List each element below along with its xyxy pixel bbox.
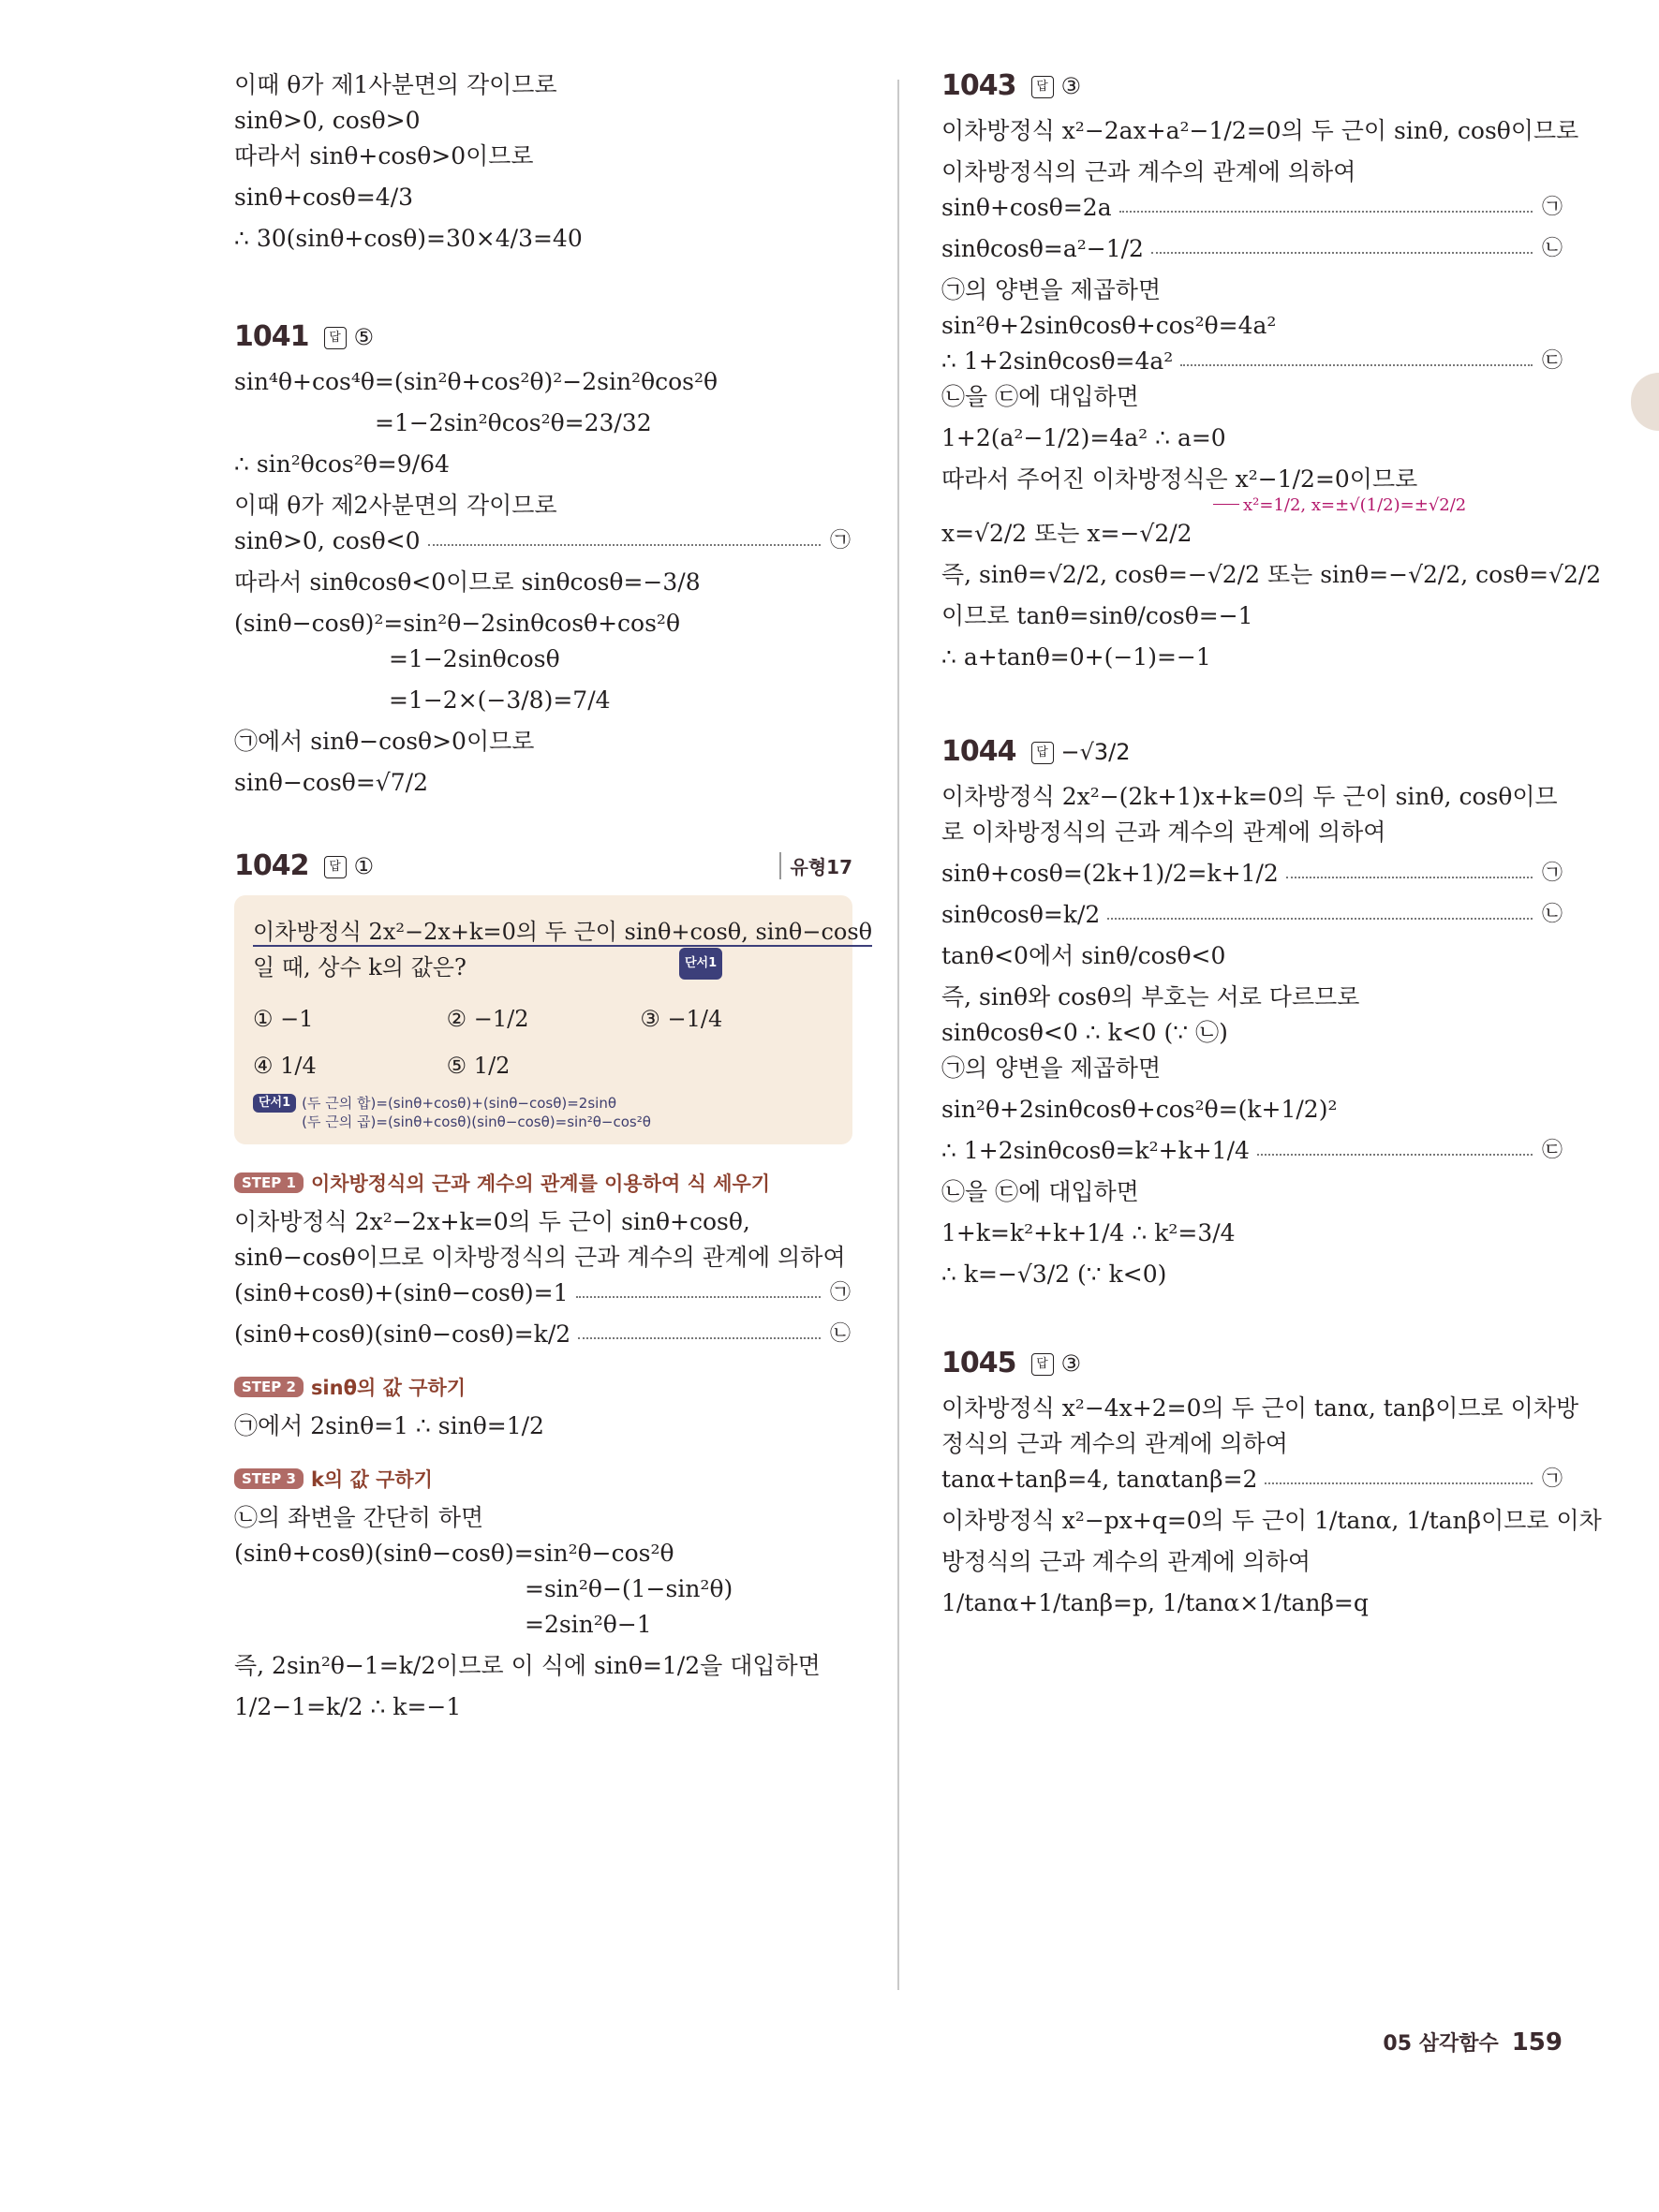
choice: ⑤ 1/2 (446, 1053, 511, 1079)
text-line: 1/2−1=k/2 ∴ k=−1 (234, 1693, 462, 1720)
step-badge: STEP 2 (234, 1377, 304, 1397)
choice: ④ 1/4 (253, 1053, 317, 1079)
text-line: sinθ+cosθ=4/3 (234, 184, 414, 211)
text-line: sin⁴θ+cos⁴θ=(sin²θ+cos²θ)²−2sin²θcos²θ (234, 368, 718, 395)
answer (1031, 1350, 1082, 1377)
text-line: 1+2(a²−1/2)=4a² ∴ a=0 (941, 424, 1226, 451)
dot-leader (1119, 211, 1533, 213)
text-line: 이차방정식 2x²−2x+k=0의 두 근이 sinθ+cosθ, (234, 1208, 750, 1235)
text-line: 즉, sinθ=√2/2, cosθ=−√2/2 또는 sinθ=−√2/2, cosθ=√2/2 (941, 561, 1602, 588)
circled-mark: ㉠ (829, 529, 851, 553)
text-line-marked (941, 899, 1564, 931)
right-column (941, 66, 1602, 1629)
problem-header-1041 (234, 320, 852, 353)
text-line-marked (941, 858, 1564, 890)
hint-line: (두 근의 곱)=(sinθ+cosθ)(sinθ−cosθ)=sin²θ−cos²θ (302, 1113, 651, 1130)
text-line: 방정식의 근과 계수의 관계에 의하여 (941, 1548, 1311, 1575)
problem-type-label: 유형17 (779, 852, 852, 879)
step-heading (234, 1465, 852, 1493)
choice: ③ −1/4 (640, 1006, 723, 1032)
equation: sinθ+cosθ=(2k+1)/2=k+1/2 (941, 860, 1279, 887)
answer-icon: 답 (324, 856, 347, 878)
answer-value: ① (353, 852, 375, 879)
text-line-marked (234, 525, 852, 557)
dot-leader (578, 1337, 821, 1339)
circled-mark: ㉢ (1541, 1139, 1563, 1162)
text-line: ㉡을 ㉢에 대입하면 (941, 383, 1139, 410)
text-line: 이차방정식 x²−4x+2=0의 두 근이 tanα, tanβ이므로 이차방 (941, 1394, 1579, 1422)
choices (253, 1000, 834, 1084)
answer (1031, 739, 1131, 765)
step-title: 이차방정식의 근과 계수의 관계를 이용하여 식 세우기 (310, 1172, 771, 1195)
dot-leader (428, 544, 821, 546)
solution-1045 (941, 1393, 1602, 1619)
circled-mark: ㉢ (1541, 349, 1563, 373)
equation: tanα+tanβ=4, tanαtanβ=2 (941, 1466, 1258, 1493)
text-line-marked (234, 1277, 852, 1309)
text-line: ∴ sin²θcos²θ=9/64 (234, 450, 450, 478)
equation: sinθcosθ=k/2 (941, 901, 1101, 928)
text-line: sin²θ+2sinθcosθ+cos²θ=4a² (941, 312, 1277, 339)
text-line: sin²θ+2sinθcosθ+cos²θ=(k+1/2)² (941, 1096, 1338, 1123)
text-line: ㉠의 양변을 제곱하면 (941, 1054, 1162, 1082)
step-badge: STEP 3 (234, 1468, 304, 1489)
text-line: =1−2sinθcosθ (389, 645, 560, 672)
text-line-marked (941, 192, 1564, 224)
answer-icon: 답 (1031, 76, 1054, 98)
problem-number: 1042 (234, 849, 309, 882)
text-line-marked (234, 1319, 852, 1350)
text-line: 따라서 sinθ+cosθ>0이므로 (234, 142, 534, 170)
answer-icon: 답 (1031, 742, 1054, 764)
text-line-marked (941, 1135, 1564, 1167)
hint-tag: 단서1 (253, 1094, 296, 1113)
answer-icon: 답 (324, 327, 347, 349)
problem-number: 1041 (234, 320, 309, 353)
dot-leader (576, 1296, 821, 1298)
text-line: 1+k=k²+k+1/4 ∴ k²=3/4 (941, 1219, 1236, 1246)
circled-mark: ㉡ (1541, 903, 1563, 926)
dot-leader (1180, 364, 1533, 366)
problem-number: 1045 (941, 1347, 1016, 1379)
hint-lines (302, 1094, 651, 1131)
solution-1044 (941, 781, 1564, 1290)
text-line: 정식의 근과 계수의 관계에 의하여 (941, 1430, 1288, 1457)
hint-line: (두 근의 합)=(sinθ+cosθ)+(sinθ−cosθ)=2sinθ (302, 1095, 616, 1112)
text-line: sinθ>0, cosθ>0 (234, 107, 421, 134)
circled-mark: ㉠ (829, 1281, 851, 1305)
equation: sinθ+cosθ=2a (941, 194, 1112, 221)
chapter-tab (1631, 373, 1659, 431)
left-column (234, 66, 873, 1733)
equation: sinθcosθ=a²−1/2 (941, 235, 1144, 262)
text-line-marked (941, 346, 1564, 377)
step-heading (234, 1373, 852, 1401)
intro-block (234, 69, 852, 255)
solution-1043 (941, 115, 1602, 673)
text-line-marked (941, 1464, 1564, 1496)
equation: 따라서 주어진 이차방정식은 x²−1/2=0이므로 (941, 465, 1418, 493)
clue-tag: 단서1 (679, 948, 722, 980)
text-line: 이차방정식의 근과 계수의 관계에 의하여 (941, 158, 1356, 185)
choice: ① −1 (253, 1006, 314, 1032)
dot-leader (1151, 252, 1533, 254)
answer-value: ⑤ (353, 323, 375, 350)
problem-number: 1044 (941, 735, 1016, 768)
text-line: tanθ<0에서 sinθ/cosθ<0 (941, 942, 1226, 969)
text-line: sinθ−cosθ이므로 이차방정식의 근과 계수의 관계에 의하여 (234, 1244, 846, 1271)
problem-header-1043 (941, 69, 1564, 102)
choice: ② −1/2 (446, 1006, 529, 1032)
step-title: sinθ의 값 구하기 (310, 1377, 467, 1399)
text-line: ㉡을 ㉢에 대입하면 (941, 1178, 1139, 1205)
question-box (234, 895, 873, 1144)
text-line: sinθcosθ<0 ∴ k<0 (∵ ㉡) (941, 1019, 1228, 1046)
answer-value: ③ (1060, 72, 1082, 99)
answer (324, 853, 375, 879)
dot-leader (1107, 918, 1533, 920)
text-line: =sin²θ−(1−sin²θ) (525, 1575, 733, 1602)
equation: ∴ 1+2sinθcosθ=4a² (941, 347, 1174, 375)
text-line (941, 464, 1564, 515)
text-line: ㉡의 좌변을 간단히 하면 (234, 1504, 484, 1531)
column-divider (897, 80, 899, 1990)
text-line: 따라서 sinθcosθ<0이므로 sinθcosθ=−3/8 (234, 568, 701, 596)
text-line: 이차방정식 x²−2ax+a²−1/2=0의 두 근이 sinθ, cosθ이므로 (941, 117, 1579, 144)
question-text: 일 때, 상수 k의 값은? (253, 954, 467, 981)
step-heading (234, 1169, 852, 1197)
text-line: 이차방정식 2x²−(2k+1)x+k=0의 두 근이 sinθ, cosθ이므 (941, 783, 1558, 810)
text-line: 이므로 tanθ=sinθ/cosθ=−1 (941, 602, 1253, 629)
question-line: 이차방정식 2x²−2x+k=0의 두 근이 sinθ+cosθ, sinθ−cosθ (253, 919, 873, 945)
text-line: ㉠의 양변을 제곱하면 (941, 276, 1162, 303)
text-line: ∴ 30(sinθ+cosθ)=30×4/3=40 (234, 225, 583, 252)
text-line: 이때 θ가 제1사분면의 각이므로 (234, 71, 557, 98)
circled-mark: ㉠ (1541, 862, 1563, 885)
hint (253, 1094, 834, 1131)
equation: ∴ 1+2sinθcosθ=k²+k+1/4 (941, 1137, 1250, 1164)
problem-number: 1043 (941, 69, 1016, 102)
dot-leader (1257, 1154, 1533, 1156)
text-line-marked (941, 233, 1564, 265)
equation: sinθ>0, cosθ<0 (234, 527, 421, 554)
answer-value: ③ (1060, 1349, 1082, 1377)
text-line: 이때 θ가 제2사분면의 각이므로 (234, 492, 557, 519)
circled-mark: ㉡ (829, 1322, 851, 1346)
step-badge: STEP 1 (234, 1172, 304, 1193)
margin-note (1213, 490, 1466, 522)
text-line: ㉠에서 sinθ−cosθ>0이므로 (234, 728, 535, 755)
arrow-icon (1213, 504, 1239, 505)
text-line: =1−2×(−3/8)=7/4 (389, 686, 611, 714)
text-line: 즉, sinθ와 cosθ의 부호는 서로 다르므로 (941, 983, 1360, 1010)
answer-value: −√3/2 (1060, 738, 1131, 765)
text-line: 로 이차방정식의 근과 계수의 관계에 의하여 (941, 818, 1386, 846)
problem-header-1044 (941, 735, 1564, 768)
problem-header-1042 (234, 849, 852, 882)
text-line: 즉, 2sin²θ−1=k/2이므로 이 식에 sinθ=1/2을 대입하면 (234, 1652, 821, 1679)
dot-leader (1286, 877, 1533, 878)
solution-1041 (234, 366, 852, 799)
text-line: ㉠에서 2sinθ=1 ∴ sinθ=1/2 (234, 1412, 544, 1439)
problem-header-1045 (941, 1347, 1564, 1379)
step-title: k의 값 구하기 (310, 1468, 433, 1491)
text-line: sinθ−cosθ=√7/2 (234, 769, 428, 796)
answer (324, 324, 375, 350)
text-line: (sinθ−cosθ)²=sin²θ−2sinθcosθ+cos²θ (234, 610, 681, 637)
text-line: ∴ k=−√3/2 (∵ k<0) (941, 1261, 1167, 1288)
dot-leader (1265, 1482, 1533, 1484)
circled-mark: ㉠ (1541, 196, 1563, 219)
circled-mark: ㉡ (1541, 237, 1563, 260)
text-line: 1/tanα+1/tanβ=p, 1/tanα×1/tanβ=q (941, 1589, 1369, 1616)
note-text: x²=1/2, x=±√(1/2)=±√2/2 (1243, 495, 1467, 515)
text-line: (sinθ+cosθ)(sinθ−cosθ)=sin²θ−cos²θ (234, 1540, 674, 1567)
answer-icon: 답 (1031, 1353, 1054, 1376)
equation: (sinθ+cosθ)(sinθ−cosθ)=k/2 (234, 1320, 571, 1348)
chapter-label: 05 삼각함수 (1383, 2032, 1499, 2056)
text-line: =1−2sin²θcos²θ=23/32 (375, 409, 652, 436)
page-footer (1383, 2028, 1563, 2057)
text-line: x=√2/2 또는 x=−√2/2 (941, 520, 1192, 547)
text-line: ∴ a+tanθ=0+(−1)=−1 (941, 643, 1211, 671)
text-line: 이차방정식 x²−px+q=0의 두 근이 1/tanα, 1/tanβ이므로 이차 (941, 1507, 1602, 1534)
page-number: 159 (1511, 2028, 1563, 2057)
equation: (sinθ+cosθ)+(sinθ−cosθ)=1 (234, 1279, 569, 1306)
circled-mark: ㉠ (1541, 1467, 1563, 1491)
answer (1031, 73, 1082, 99)
text-line: =2sin²θ−1 (525, 1611, 652, 1638)
